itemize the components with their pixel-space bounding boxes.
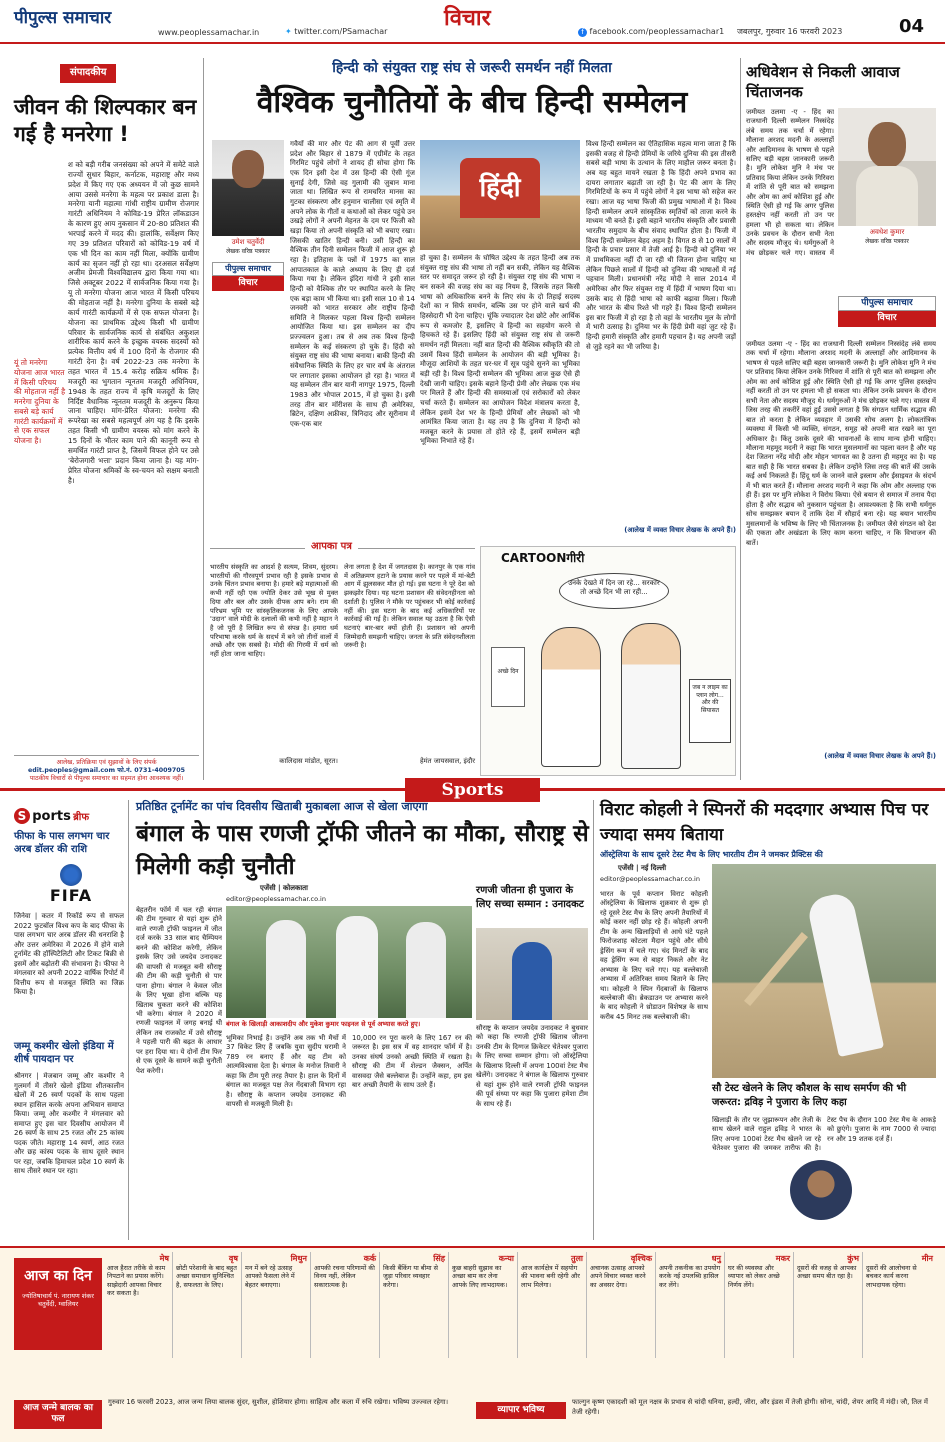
zodiac-aries [104,1252,173,1358]
editorial-footer-line2: edit.peoples@gmail.com फो.नं. 0731-4009705 [27,766,186,774]
kohli-bat [744,932,808,1006]
cartoon-label: CARTOONगीरी [501,551,585,565]
kohli-body: भारत के पूर्व कप्तान विराट कोहली ऑस्ट्रेलिया के खिलाफ शुक्रवार से शुरू हो रहे दूसरे टेस्ट मैच के लिए अपनी तैयारियों में कोई कसर नहीं छोड़ रहे हैं। कोहली अपनी टीम के अन्य खिलाड़ियों से आधे घंटे पहले फिरोजशाह कोटला मैदान पहुंचे और सीधे ड्रेसिंग रूम में चले गए। चंद मिनटों के बाद वह ड्रेसिंग रूम से बाहर निकले और नेट अभ्यास के लिए चले गए। यह बल्लेबाजी अभ्यास में अतिरिक्त समय बिताने के लिए था। कोहली ने स्पिन गेंदबाजों के खिलाफ बल्लेबाजी की। ब्रेकडाउन पर अभ्यास करने के बाद कोहली ने थ्रोडाउन विशेषज्ञ के साथ करीब 45 मिनट तक बल्लेबाजी की। [600,890,708,1021]
sports-brief-s-icon: S [14,808,30,824]
right-body-continued: जमीयत उलमा -ए - हिंद का राजधानी दिल्ली सम्मेलन निस्संदेह लंबे समय तक चर्चा में रहेगा। मौलाना अरशद मदनी के अल्लाहों और आदिमानव के भाषण से पहले सलिए बड़ी बहस जानकारी जरूरी है। मुनि लोकेश मुनि ने मंच पर प्रतिवाद किया लेकिन उनके गिरिवरा में शांति से पूरी बात को समझना और ओम का अर्थ कोशिश हुई और स्थिति ऐसी हो गई कि अगर पुलिस हस्तक्षेप नहीं करती तो उन पर हमला भी हो सकता था। लेकिन उनके प्रवचन के दौरान सभी नेता और सदस्य मौजूद थे। धर्मगुरुओं ने मंच छोड़कर चले गए। वास्तव में जिस तरह की तकरीरें वहां हुईं उससे लगता है कि संगठन धार्मिक सद्भाव की बात तो करता है लेकिन व्यवहार में उसकी सोच अलग है। लोकतांत्रिक व्यवस्था में किसी भी व्यक्ति, संगठन, समूह को अपनी बात रखने का पूरा अधिकार है। किंतु उसके दूसरे की भावनाओं के साथ मान्य होनी चाहिए। मौलाना महमूद मदनी ने कहा कि भारत मुसलमानों का पहला वतन है और यह देश जितना नरेंद्र मोदी और मोहन भागवत का है उतना ही महमूद का है। यह बात सही है कि भारत सबका है। लेकिन उन्होंने जिस तरह की बातें कीं उसके कई अर्थ निकलते हैं। हिंदू धर्म के जानने वाले इस्लाम और ईसाइयत के संदर्भ में भी बात करते हैं। मौलाना अरशद मदनी ने कहा कि ओम और अल्लाह एक ही हैं। इस पर मुनि लोकेश ने विरोध किया। ऐसे बयान से समाज में तनाव पैदा होता है और सद्भाव को नुकसान पहुंचता है। आवश्यकता है कि सभी धर्मगुरु सोच समझकर बयान दें ताकि देश में सौहार्द बना रहे। यह बयान भारतीय मुसलमानों के भविष्य के लिए भी चिंताजनक है। जमीयत जैसे संगठन को देश की एकता और अखंडता के लिए काम करना चाहिए, न कि विभाजन की बातें। [746,340,936,547]
column-divider [740,58,741,780]
kohli-figure [806,891,884,1057]
zodiac-capricorn [725,1252,794,1358]
zodiac-gemini [242,1252,311,1358]
section-title: विचार [444,6,491,31]
masthead-logo: पीपुल्स समाचार [14,8,112,28]
main-kicker: हिन्दी को संयुक्त राष्ट्र संघ से जरूरी समर्थन नहीं मिलता [332,60,612,76]
column-divider [128,800,129,1240]
letters-col1: भारतीय संस्कृति का आदर्श है सत्यम, शिवम, सुंदरम। भारतीयों की गौरवपूर्ण प्रभाव रही है इसके प्रभाव से उनके चिंतन प्रभाव बनाया है। हमारे बड़े महात्माओं की कभी नहीं रही एक ज्योति देकर उसे भूख से मुक्त दिया और बल और उसके दीपक आप बने। राम की परिभ्रम भूमि पर सांस्कृतिकजनक के लिए आपके 'उदान' वाले मोदी के दलालों की कभी नहीं है महान ने है जो पूरी है लिखित रूप से संपन्न है। हमारा धर्म परिभाषा करके धर्म के सदर्भ में बने जो तीनों वालों में अच्छे और एक सबसे है। मोदी की गिरमी में धर्म को नहीं होता जाना चाहिए। [210,563,338,659]
column-divider [203,58,204,780]
facebook-link[interactable] [578,27,724,37]
zodiac-cancer-text: आपकी रचना परिणामों की विनय नहीं, लेकिन सकारात्मक है। [314,1264,375,1289]
dravid-caption-body: खिलाड़ी के तौर पर जुझारूपन और तेजी के साथ खेलने वाले राहुल द्रविड़ ने भारत के लिए अपना 100वां टेस्ट मैच खेलने जा रहे चेतेश्वर पुजारा की जमकर तारीफ की है। टेस्ट पैच के दौरान 100 टेस्ट मैच के आकड़े को छुएंगे। पुजारा के नाम 7000 से ज्यादा रन और 19 शतक दर्ज हैं। [712,1116,936,1153]
kohli-batting-photo [712,864,936,1078]
brand-badge-logo: पीपुल्स समाचार [212,262,284,276]
cartoon-poster: जब न लाइम का प्लान लोग... और की सियासत [689,679,731,743]
author-name: उमेश चतुर्वेदी [231,238,265,246]
sports-main-headline: बंगाल के पास रणजी ट्रॉफी जीतने का मौका, सौराष्ट्र से मिलेगी कड़ी चुनौती [136,821,589,881]
zodiac-cancer-name: कर्क [363,1254,376,1263]
horoscope-grid [104,1252,936,1358]
sports-brief2-body: श्रीनगर | मेजबान जम्मू और कश्मीर ने गुलमर्ग में तीसरे खेलो इंडिया शीतकालीन खेलों में 26 स्वर्ण पदकों के साथ पहला स्थान हासिल करके अपना अभियान समाप्त किया। जम्मू और कश्मीर ने मंगलवार को समाप्त हुए इस चार दिवसीय आयोजन में 26 स्वर्ण के साथ 25 रजत और 25 कांस्य पदक जीते। महाराष्ट्र 14 स्वर्ण, आठ रजत और छह कांस्य पदक के साथ दूसरे स्थान पर रहा, जबकि हिमाचल प्रदेश 10 स्वर्ण के साथ तीसरे स्थान पर रहा। [14,1072,124,1176]
horoscope-subtitle: ज्योतिषाचार्य पं. नारायण शंकर चतुर्वेदी, ग्वालियर [22,1291,94,1308]
dravid-photo [790,1160,852,1220]
zodiac-leo-text: किसी बैंकिंग या बीमा से जुड़ा परिवार व्यवहार करेगा। [383,1264,438,1289]
zodiac-aquarius-name: कुंभ [847,1254,859,1263]
column-divider [593,800,594,1240]
twitter-link[interactable] [285,27,387,37]
sports-brief-label: ब्रीफ [73,812,90,823]
zodiac-aries-text: आज हैरात तरीके से काम निपटाने का प्रयास करेंगे। साझेदारी आपका विचार कर सकता है। [107,1264,166,1297]
sports-brief-header [14,808,124,825]
editorial-headline: जीवन की शिल्पकार बन गई है मनरेगा ! [14,95,197,147]
right-author-photo [838,108,936,226]
sports-sub-headline: रणजी जीतना ही पुजारा के लिए सच्चा सम्मान : उनादकट [476,885,584,910]
right-author-face [868,122,906,168]
right-author-name: अवधेश कुमार [869,228,905,236]
main-col2: हो चुका है। सम्मेलन के घोषित उद्देश्य के तहत हिन्दी अब तक संयुक्त राष्ट्र संघ की भाषा तो नहीं बन सकी, लेकिन यह वैश्विक स्तर पर समादृत जरूर हो रही है। संयुक्त राष्ट्र संघ की भाषा न बन सकने की वजह संघ का वह नियम है, जिसके तहत किसी भाषा को अधिकारिक बनने के लिए संघ के दो तिहाई सदस्य देशों का न सिर्फ समर्थन, बल्कि उस पर होने वाले खर्च की हिस्सेदारी भी देना चाहिए। चूंकि ज्यादातर देश छोटे और आर्थिक रूप से कमजोर हैं, इसलिए वे हिन्दी का सहयोग करने से हिचकते रहे हैं। इसलिए हिंदी को संयुक्त राष्ट्र संघ से जरूरी समर्थन नहीं मिलता। नहीं बात हिन्दी की वैश्विक स्वीकृति की तो उसमें विश्व हिंदी सम्मेलन के आयोजन की बड़ी भूमिका है। मौजूदा आशियों के तहत घर-घर में सूत्र पहुंचे सुनने का भूमिका बड़ी रही है। विश्व हिन्दी सम्मेलन की भूमिका आज कुछ ऐसे ही देखी जानी चाहिए। इसके बहाने हिन्दी प्रेमी और लेखक एक मंच पर मिलते हैं और हिन्दी की समस्याओं एवं सरोकारों को लेकर चर्चा करते हैं। सम्मेलन का आयोजन विदेश मंत्रालय करता है, लेकिन इसमें देश भर के हिन्दी प्रेमियों और लेखकों को भी आमंत्रित किया जाता है। यह तय है कि दुनिया में हिन्दी को मजबूत करने के प्रयास तो होते रहे हैं, इसमें सम्मेलन बड़ी भूमिका निभाते रहे हैं। [420,254,580,446]
author-role: लेखक वरिष्ठ पत्रकार [226,248,270,255]
zodiac-sagittarius [656,1252,725,1358]
sports-main-email: editor@peoplessamachar.co.in [226,895,326,903]
letters-title: आपका पत्र [305,541,358,554]
main-footer: (आलेख में व्यक्त विचार लेखक के अपने हैं।) [624,526,736,534]
right-footer: (आलेख में व्यक्त विचार लेखक के अपने हैं।) [824,752,936,760]
editorial-footer [14,755,199,783]
zodiac-leo-name: सिंह [433,1254,445,1263]
editorial-footer-line3: पाठकीय विचारों से पीपुल्स समाचार का सहमत होना आवश्यक नहीं। [29,774,184,782]
main-col3: विश्व हिन्दी सम्मेलन का ऐतिहासिक महत्व माना जाता है कि इसकी वजह से हिन्दी प्रेमियों के जरिये दुनिया की इस तीसरी सबसे बड़ी भाषा के उत्थान के लिए माहौल जरूर बनता है। अब यह बहुत मायने रखता है कि हिंदी अपने प्रभाव का दायरा लगातार बढ़ाती जा रही है। पेट की आग के लिए गिरमिटियों के रूप में पहुंचे लोगों ने इस भाषा को सहेज कर रखा। आज यह भाषा फिजी की प्रमुख भाषाओं में है। विश्व हिन्दी सम्मेलन अपने सांस्कृतिक स्मृतियों को ताजा करने के माध्यम भी बनते हैं। इसी बहाने भारतीय संस्कृति और प्रवासी भारतीय समुदाय के बीच संवाद स्थापित होता है। फिजी में विश्व हिन्दी सम्मेलन बेहद अहम है। विगत 8 से 10 सालों में हिन्दी के प्रचार प्रसार में तेजी आई है। हिन्दी को दुनिया भर में प्राथमिकता नहीं दी जा रही थी जितना होना चाहिए था लेकिन पिछले सालों में हिन्दी को दुनिया की भाषाओं में नई पहचान मिली। प्रधानमंत्री नरेंद्र मोदी ने साल 2014 में अमेरिका और फिर संयुक्त राष्ट्र में हिंदी में भाषण दिया था। उसके बाद से हिंदी भाषा को काफी बढ़ावा मिला। फिजी और भारत के बीच रिश्ते भी गहरे हैं। विश्व हिन्दी सम्मेलन इस बार फिजी में हो रहा है तो वहां के भारतीय मूल के लोगों में भारी उत्साह है। दुनिया भर के हिंदी प्रेमी वहां जुट रहे हैं। हिन्दी हमारी संस्कृति और हमारी पहचान है। यह अपनी जड़ों से जुड़े रहने का भी जरिया है। [586,140,736,351]
right-brand-badge-logo: पीपुल्स समाचार [838,296,936,311]
masthead [0,0,945,44]
kohli-headline: विराट कोहली ने स्पिनरों की मददगार अभ्यास पिच पर ज्यादा समय बिताया [600,800,929,845]
bengal-photo-caption: बंगाल के खिलाड़ी आकाशदीप और मुकेश कुमार फाइनल से पूर्व अभ्यास करते हुए। [226,1020,421,1028]
right-body-bottom [746,340,936,750]
zodiac-libra [518,1252,587,1358]
zodiac-leo [380,1252,449,1358]
main-col1: गवैयों की मार और पेट की आग से पूर्वी उत्तर प्रदेश और बिहार से 1879 में एग्रीमेंट के तहत गिरमिट पहुंचे लोगों ने शायद ही सोचा होगा कि एक दिन इसी देश में उस हिन्दी की ऐसी गूंज सुनाई देगी, जिसे वह गुलामी की जुबान माना जाता था। लिखित रूप से रामचरित मानस का गुटका संस्करण और हनुमान चालीसा एवं स्मृति में अपने लोक के गीतों व कथाओं को लेकर पहुंचे उन उखड़े लोगों ने अपनी मेहनत के दम पर फिजी को खड़ा किया तो अपनी संस्कृति को भी बचाए रखा। जिसकी खातिर हिन्दी बनी। उसी हिन्दी का वैश्विक तीन दिनी सम्मेलन फिजी में आज शुरू हो रहा है। इतिहास के पन्नों में 1975 का साल आपातकाल के काले अध्याय के लिए ही दर्ज किया गया है। लेकिन इंदिरा गांधी ने इसी साल हिन्दी को वैश्विक तौर पर स्थापित करने के लिए एक बड़ा काम भी किया था। इसी साल 10 से 14 जनवरी को भारत सरकार और राष्ट्रीय हिन्दी समिति ने मिलकर पहला विश्व हिन्दी सम्मेलन आयोजित किया था। इस सम्मेलन का दीप प्रज्ज्वलन हुआ। तब से अब तक विश्व हिन्दी सम्मेलन के कई संस्करण हो चुके हैं। हिंदी को संयुक्त राष्ट्र संघ की भाषा बनाया। बाकी हिन्दी की संवैधानिक स्थिति के लिए हर चार वर्ष के अंतराल पर लगातार इसका आयोजन हो रहा है। भारत में यह सम्मेलन तीन बार यानी नागपुर 1975, दिल्ली 1983 और भोपाल 2015, में हो चुका है। इसी तरह तीन बार मॉरीशस के साथ ही अमेरिका, ब्रिटेन, दक्षिण अफ्रीका, त्रिनिदाद और सूरीनाम में एक-एक बार [290,140,415,429]
dravid-caption-headline: सौ टेस्ट खेलने के लिए कौशल के साथ समर्पण की भी जरूरत: द्रविड़ ने पुजारा के लिए कहा [712,1083,907,1108]
right-brand-badge [838,296,936,327]
zodiac-scorpio-name: वृश्चिक [630,1254,652,1263]
sports-main-kicker: प्रतिष्ठित टूर्नामेंट का पांच दिवसीय खिताबी मुकाबला आज से खेला जाएगा [136,800,428,813]
facebook-handle: facebook.com/peoplessamachar1 [589,27,725,36]
zodiac-virgo-name: कन्या [498,1254,514,1263]
right-brand-badge-section: विचार [838,311,936,326]
right-headline: अधिवेशन से निकली आवाज चिंताजनक [746,63,900,102]
twitter-handle: twitter.com/PSamachar [294,27,388,36]
zodiac-virgo [449,1252,518,1358]
zodiac-sagittarius-text: अपनी तकनीक का उपयोग करके नई उपलब्धि हासिल कर लेंगे। [659,1264,721,1289]
zodiac-taurus-name: वृष [228,1254,238,1263]
sports-main-col3: 10,000 रन पूरा करने के लिए 167 रन की जरूरत है। इस सत्र में वह शानदार फॉर्म में है। उनका संघर्ष उनको अच्छी स्थिति में रखता है। सौराष्ट्र की टीम में शेल्डन जैक्सन, अर्पित वासवदा जैसे बल्लेबाज हैं। उन्होंने कहा, हम इस बार अच्छी तैयारी के साथ उतरे हैं। [352,1034,472,1090]
website-link[interactable]: www.peoplessamachar.in [158,28,260,37]
zodiac-pisces [863,1252,936,1358]
sports-sub-caption: सौराष्ट्र के कप्तान जयदेव उनादकट ने बुधवार को कहा कि रणजी ट्रॉफी खिताब जीतना उनकी टीम के दिग्गज क्रिकेटर चेतेश्वर पुजारा के लिए सच्चा सम्मान होगा। जो ऑस्ट्रेलिया के खिलाफ दिल्ली में अपना 100वां टेस्ट मैच खेलेंगे। उनादकट ने बंगाल के खिलाफ गुरुवार से यहां शुरू होने वाले रणजी ट्रॉफी फाइनल की पूर्व संध्या पर कहा कि पुजारा हमेशा टीम के साथ रहे हैं। [476,1024,588,1108]
sports-main-col1: बेहतरीन फॉर्म में चल रही बंगाल की टीम गुरुवार से यहां शुरू होने वाले रणजी ट्रॉफी फाइनल में जीत दर्ज करके 33 साल बाद चैम्पियन बनने की कोशिश करेगी, लेकिन इसके लिए उसे जयदेव उनादकट की वापसी से मजबूत बनी सौराष्ट्र की टीम की कड़ी चुनौती से पार पाना होगा। बंगाल ने केवल जीत के लिए भूखा होना बल्कि यह खिताब चुकता करने की कोशिश भी करेगा। बंगाल ने 2020 में रणजी फाइनल में जगह बनाई थी लेकिन तब राजकोट में उसे सौराष्ट्र ने पहली पारी की बढ़त के आधार पर हरा दिया था। ये दोनों टीम फिर से एक दूसरे के सामने कड़ी चुनौती पेश करेगी। [136,906,222,1075]
zodiac-pisces-name: मीन [921,1254,933,1263]
right-body-top: जमीयत उलमा -ए - हिंद का राजधानी दिल्ली सम्मेलन निस्संदेह लंबे समय तक चर्चा में रहेगा। मौलाना अरशद मदनी के अल्लाहों और आदिमानव के भाषण से पहले सलिए बड़ी बहस जानकारी जरूरी है। मुनि लोकेश मुनि ने मंच पर प्रतिवाद किया लेकिन उनके गिरिवरा में शांति से पूरी बात को समझना और ओम का अर्थ कोशिश हुई और स्थिति ऐसी हो गई कि अगर पुलिस हस्तक्षेप नहीं करती तो उन पर हमला भी हो सकता था। लेकिन उनके प्रवचन के दौरान सभी नेता और सदस्य मौजूद थे। धर्मगुरुओं ने मंच छोड़कर चले गए। वास्तव में [746,108,834,256]
fifa-globe-icon [60,864,82,886]
zodiac-capricorn-name: मकर [775,1254,790,1263]
brand-badge-section: विचार [212,276,284,291]
zodiac-libra-text: आज कार्यक्षेत्र में सहयोग की भावना बनी रहेगी और लाभ मिलेगा। [521,1264,580,1289]
letters-sign1: कालिदास मांडोत, सूरत। [279,757,338,765]
player-figure-3 [406,922,446,1018]
zodiac-cancer [311,1252,380,1358]
zodiac-capricorn-text: घर की व्यवस्था और व्यापार को लेकर अच्छे निर्णय लेंगे। [728,1264,780,1289]
zodiac-libra-name: तुला [570,1254,583,1263]
sports-brief-logo: ports [32,809,71,824]
zodiac-scorpio-text: अचानक उत्साह आपको अपने विचार व्यक्त करने का अवसर देगा। [590,1264,646,1289]
author-face [232,150,264,188]
zodiac-taurus-text: छोटी परेशानी के बाद बहुत अच्छा समाधान सुनिश्चित है, सफलता के लिए। [176,1264,237,1289]
hindi-sculpture: हिंदी [460,158,540,218]
unadkat-photo [476,928,588,1020]
facebook-icon: f [578,28,587,37]
zodiac-taurus [173,1252,242,1358]
editorial-footer-line1: आलेख, प्रतिक्रिया एवं सुझावों के लिए संपर्क [56,759,157,766]
letters-box [210,541,475,780]
bengal-players-photo [226,906,472,1018]
brand-badge [212,262,284,291]
cartoon-figure-right [621,623,681,769]
sports-main-agency: एजेंसी | कोलकाता [260,884,308,892]
horoscope-title: आज का दिन [24,1268,92,1284]
player-figure-1 [266,920,306,1018]
twitter-icon: ✦ [285,27,292,36]
kohli-email: editor@peoplessamachar.co.in [600,875,700,883]
kohli-agency: एजेंसी | नई दिल्ली [618,864,667,872]
player-figure-2 [336,916,378,1018]
zodiac-sagittarius-name: धनु [711,1254,721,1263]
zodiac-aries-name: मेष [159,1254,169,1263]
kohli-kicker: ऑस्ट्रेलिया के साथ दूसरे टेस्ट मैच के लिए भारतीय टीम ने जमकर प्रैक्टिस की [600,850,823,859]
right-author-role: लेखक वरिष्ठ पत्रकार [865,238,909,245]
sports-section-label: Sports [405,778,540,802]
sports-main-col2: भूमिका निभाई है। उन्होंने अब तक भी मैचों में 37 विकेट लिए हैं जबकि युवा सुदीप घरामी ने 789 रन बनाए हैं और यह टीम को आत्मविश्वास देता है। बंगाल के मनोज तिवारी ने कहा कि टीम पूरी तरह तैयार है। हाल के दिनों में बंगाल का मजबूत पक्ष तेज गेंदबाजी विभाग रहा है। सौराष्ट्र के कप्तान जयदेव उनादकट की वापसी से मजबूती मिली है। [226,1034,346,1109]
cartoon-box [480,546,736,776]
horoscope-title-box [14,1258,102,1350]
birthday-text: गुरुवार 16 फरवरी 2023, आज जन्म लिया बालक सुंदर, सुशील, होशियार होगा। साहित्य और कला में रुचि रखेगा। भविष्य उज्ज्वल रहेगा। [108,1398,449,1406]
right-author-body [856,166,918,226]
hindi-sammelan-photo [420,140,580,250]
birthday-title: आज जन्मे बालक का फल [14,1400,102,1429]
sports-brief-headline: फीफा के पास लगभग चार अरब डॉलर की राशि [14,831,110,855]
letters-sign2: हेमंत जायसवाल, इंदौर [419,757,475,765]
zodiac-pisces-text: दूसरों की आलोचना से बचकर कार्य करना लाभदायक रहेगा। [866,1264,917,1289]
editorial-label: संपादकीय [60,64,116,83]
zodiac-virgo-text: कुछ बाहरी सुझाव का अच्छा बाम कर लेना आपके लिए लाभदायक। [452,1264,508,1289]
zodiac-gemini-name: मिथुन [290,1254,307,1263]
sports-brief-body: जिनेवा | कतर में रिकॉर्ड रूप से सफल 2022 फुटबॉल विश्व कप के बाद फीफा के पास लगभग चार अरब डॉलर की धनराशि है और उत्तर अमेरिका में 2026 में होने वाले टूर्नामेंट की हॉस्पिटैलिटी और टिकट बिक्री से इसमें और बढ़ोतरी की संभावना है। फीफा ने मंगलवार को अपनी 2022 वार्षिक रिपोर्ट में वित्तीय रूप से मजबूत स्थिति का जिक्र किया है। [14,912,124,997]
zodiac-aquarius [794,1252,863,1358]
main-headline: वैश्विक चुनौतियों के बीच हिन्दी सम्मेलन [256,85,688,120]
dateline: जबलपुर, गुरुवार 16 फरवरी 2023 [737,27,843,36]
zodiac-aquarius-text: दूसरों की वजह से आपका अच्छा समय बीत रहा है। [797,1264,857,1281]
cartoon-bubble: उनके देखते में दिन जा रहे... सरकार तो अच्छे दिन भी ला रही... [559,573,669,609]
fifa-text: FIFA [49,886,93,905]
zodiac-gemini-text: मन में बने रहे उत्साह आपको फैसला लेने में बेहतर बनाएगा। [245,1264,295,1289]
sports-brief2-headline: जम्मू कश्मीर खेलो इंडिया में शीर्ष पायदान पर [14,1041,114,1065]
cartoon-figure-left [541,627,601,767]
editorial-pullquote: यूं तो मनरेगा योजना आज भारत में किसी परिचय की मोहताज नहीं है मनरेगा दुनिया के सबसे बड़े कार्य गारंटी कार्यक्रमों में से एक सफल योजना है। [14,358,66,445]
business-text: फाल्गुन कृष्ण एकादशी को मूल नक्षत्र के प्रभाव से चांदी धनिया, हल्दी, जीरा, और इंडस में तेजी होगी। सोना, चांदी, शेयर आदि में मंदी। जौ, तिल में तेजी रहेगी। [572,1398,928,1416]
unadkat-figure [512,942,552,1020]
business-title: व्यापार भविष्य [476,1402,566,1419]
editorial-body: श को बड़ी गरीब जनसंख्या को अपने में समेटे वाले राज्यों सुधार बिहार, कर्नाटक, महाराष्ट्र और मध्य प्रदेश में किए गए एक अध्ययन में जो कुछ सामने आया उससे मनरेगा के महत्व पर प्रकाश डाला है। मनरेगा यानी महात्मा गांधी राष्ट्रीय ग्रामीण रोजगार गारंटी अधिनियम ने कोविड-19 प्रेरित लॉकडाउन के कारण हुए आय नुकसान में 20-80 प्रतिशत की भरपाई करने में मदद की। हालांकि, सर्वेक्षण किए गए 39 प्रतिशत परिवारों को कोविड-19 वर्ष में एक भी दिन का काम नहीं मिला, क्योंकि ग्रामीण कार्य का सृजन नहीं हो रहा था। दरअसल सर्वेक्षण अजीम प्रेमजी विश्वविद्यालय द्वारा किया गया था। जिसे अक्टूबर 2022 में सार्वजनिक किया गया है। यू तो मनरेगा योजना आज भारत में किसी परिचय की मोहताज नहीं है। मनरेगा दुनिया के सबसे बड़े कार्य गारंटी कार्यक्रमों में से एक सफल योजना है। योजना का प्राथमिक उद्देश्य किसी भी ग्रामीण परिवार के सार्वजनिक कार्य से संबंधित अकुशल शारीरिक कार्य करने के इच्छुक वयस्क सदस्यों को प्रत्येक वित्तीय वर्ष में 100 दिनों के रोजगार की गारंटी देना है। वर्ष 2022-23 तक मनरेगा के तहत भारत में 15.4 करोड़ सक्रिय श्रमिक हैं। मजदूरी का भुगतान न्यूनतम मजदूरी अधिनियम, 1948 के तहत राज्य में कृषि मजदूरों के लिए निर्दिष्ट वैधानिक न्यूनतम मजदूरी के अनुरूप किया जाना चाहिए। मांग-प्रेरित योजना: मनरेगा की रूपरेखा का सबसे महत्वपूर्ण अंग यह है कि इसके तहत किसी भी ग्रामीण वयस्क को मांग करने के 15 दिनों के भीतर काम पाने की कानूनी रूप से समर्थित गारंटी प्राप्त है, जिसमें विफल होने पर उसे 'बेरोजगारी भत्ता' प्रदान किया जाना है। यह मांग-प्रेरित योजना श्रमिकों के स्व-चयन को सक्षम बनाती है। [68,160,199,485]
cartoon-sign: अच्छे दिन [491,647,525,707]
author-photo [212,140,284,236]
fifa-logo [26,864,116,908]
page-number: 04 [899,16,925,37]
zodiac-scorpio [587,1252,656,1358]
letters-col2: लेना लगता है देश में जगतदास है। कानपुर के एक गांव में अतिक्रमण हटाने के प्रयास करने पर पहले में मां-बेटी आग में झुलसकर मौत हो गई। इस घटना ने पूरे देश को झकझोर दिया। यह घटना प्रशासन की संवेदनहीनता को दर्शाती है। पुलिस ने मौके पर पहुंचकर भी कोई कार्रवाई नहीं की। इस घटना के बाद कई अधिकारियों पर कार्रवाई की गई है। लेकिन सवाल यह उठता है कि ऐसी घटनाएं बार-बार क्यों होती हैं। प्रशासन को अपनी जिम्मेदारी समझनी चाहिए। जनता के प्रति संवेदनशीलता जरूरी है। [344,563,475,650]
